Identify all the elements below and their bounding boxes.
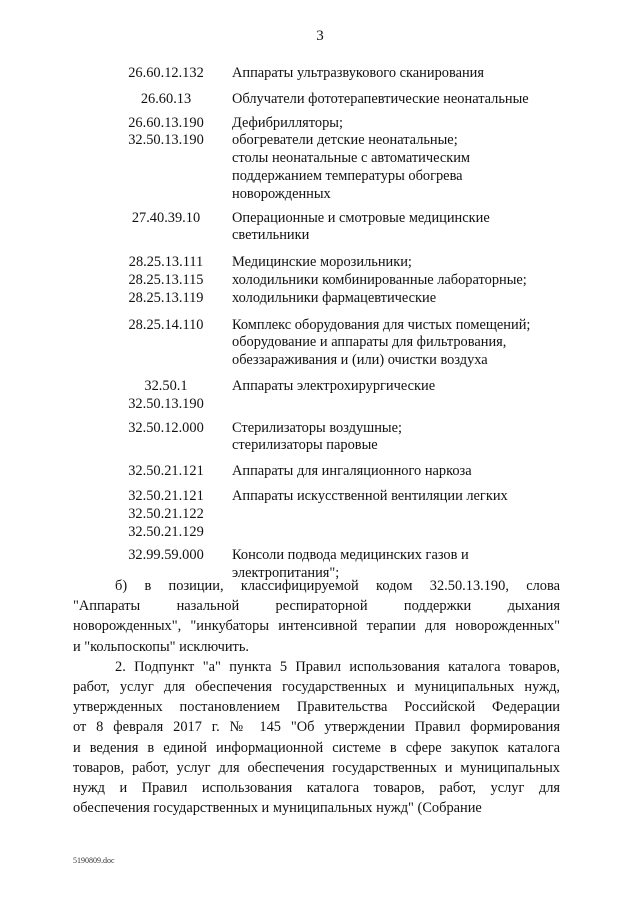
okpd-code-cell	[100, 378, 232, 414]
paragraph-line: "Аппараты назальной респираторной поддержки дыхания	[73, 598, 560, 615]
table-row	[100, 65, 570, 83]
okpd-code: 32.50.21.121	[128, 487, 204, 504]
okpd-code: 26.60.12.132	[128, 65, 204, 81]
paragraph-line: работ, услуг для обеспечения государственных и муниципальных нужд,	[73, 679, 560, 696]
item-description-cell	[232, 488, 570, 506]
okpd-code: 26.60.13	[140, 90, 192, 107]
okpd-code: 28.25.13.115	[128, 271, 204, 288]
table-row	[100, 420, 570, 456]
codes-table	[100, 65, 570, 583]
table-row	[100, 463, 570, 481]
paragraph-line: нужд и Правил использования каталога товаров, работ, услуг для	[73, 780, 560, 797]
page-number: 3	[316, 28, 324, 44]
footer-file-code: 5190809.doc	[73, 856, 115, 865]
item-description-cell	[232, 210, 570, 246]
item-description: поддержанием температуры обогрева	[232, 167, 463, 184]
item-description-cell	[232, 317, 570, 370]
table-row	[100, 115, 570, 204]
okpd-code: 28.25.13.111	[128, 254, 204, 271]
okpd-code-cell	[100, 65, 232, 83]
item-description: Консоли подвода медицинских газов и	[232, 547, 469, 564]
item-description: Облучатели фототерапевтические неонатальные	[232, 90, 529, 107]
item-description-cell	[232, 115, 570, 204]
item-description: Дефибрилляторы;	[232, 114, 343, 131]
item-description: Комплекс оборудования для чистых помещений;	[232, 316, 531, 333]
paragraph	[73, 576, 560, 657]
item-description: Аппараты искусственной вентиляции легких	[232, 487, 508, 504]
okpd-code: 28.25.13.119	[128, 289, 204, 306]
okpd-code: 32.50.21.121	[128, 463, 204, 480]
paragraph-line: обеспечения государственных и муниципальных нужд" (Собрание	[73, 800, 482, 817]
okpd-code-cell	[100, 210, 232, 228]
item-description: холодильники комбинированные лабораторные;	[232, 271, 527, 288]
paragraph-line: и ведения в единой информационной системе в сфере закупок каталога	[73, 739, 560, 756]
paragraph-line: от 8 февраля 2017 г. № 145 "Об утверждении Правил формирования	[73, 719, 560, 736]
item-description: Аппараты для ингаляционного наркоза	[232, 463, 472, 480]
item-description-cell	[232, 378, 570, 396]
item-description-cell	[232, 65, 570, 83]
okpd-code-cell	[100, 488, 232, 541]
item-description: новорожденных	[232, 185, 331, 202]
table-row	[100, 317, 570, 370]
item-description-cell	[232, 420, 570, 456]
table-row	[100, 91, 570, 109]
paragraph-line: и "кольпоскопы" исключить.	[73, 638, 249, 655]
okpd-code-cell	[100, 463, 232, 481]
table-row	[100, 254, 570, 307]
okpd-code-cell	[100, 91, 232, 109]
paragraph	[73, 657, 560, 819]
item-description: оборудование и аппараты для фильтрования,	[232, 334, 507, 351]
okpd-code: 32.99.59.000	[128, 547, 204, 564]
item-description: Стерилизаторы воздушные;	[232, 419, 402, 436]
okpd-code: 32.50.1	[144, 377, 188, 394]
item-description: электропитания";	[232, 565, 340, 582]
okpd-code-cell	[100, 317, 232, 335]
okpd-code: 32.50.13.190	[128, 132, 204, 149]
okpd-code-cell	[100, 420, 232, 438]
okpd-code: 32.50.12.000	[128, 419, 204, 436]
table-row	[100, 488, 570, 541]
okpd-code-cell	[100, 115, 232, 151]
item-description: Операционные и смотровые медицинские	[232, 209, 490, 226]
table-row	[100, 378, 570, 414]
item-description-cell	[232, 91, 570, 109]
okpd-code: 28.25.14.110	[128, 316, 204, 333]
paragraph-line: утвержденных постановлением Правительства Российской Федерации	[73, 699, 560, 716]
paragraph-line: 2. Подпункт "а" пункта 5 Правил использования каталога товаров,	[115, 658, 560, 675]
item-description: светильники	[232, 227, 310, 244]
table-row	[100, 210, 570, 246]
paragraph-line: б) в позиции, классифицируемой кодом 32.50.13.190, слова	[115, 578, 560, 594]
paragraph-line: товаров, работ, услуг для обеспечения государственных и муниципальных	[73, 759, 560, 776]
okpd-code: 32.50.21.122	[128, 505, 204, 522]
okpd-code-cell	[100, 254, 232, 307]
item-description: Аппараты электрохирургические	[232, 377, 436, 394]
item-description: обогреватели детские неонатальные;	[232, 132, 458, 149]
item-description: стерилизаторы паровые	[232, 437, 378, 454]
okpd-code: 32.50.13.190	[128, 395, 204, 412]
item-description: обеззараживания и (или) очистки воздуха	[232, 352, 488, 369]
item-description: столы неонатальные с автоматическим	[232, 150, 471, 167]
paragraph-line: новорожденных", "инкубаторы интенсивной терапии для новорожденных"	[73, 618, 560, 635]
item-description: холодильники фармацевтические	[232, 289, 437, 306]
body-text	[73, 576, 560, 818]
item-description-cell	[232, 463, 570, 481]
item-description-cell	[232, 254, 570, 307]
okpd-code: 32.50.21.129	[128, 523, 204, 540]
item-description: Медицинские морозильники;	[232, 254, 412, 271]
okpd-code: 26.60.13.190	[128, 114, 204, 131]
item-description: Аппараты ультразвукового сканирования	[232, 65, 484, 81]
okpd-code-cell	[100, 547, 232, 565]
okpd-code: 27.40.39.10	[131, 209, 201, 226]
